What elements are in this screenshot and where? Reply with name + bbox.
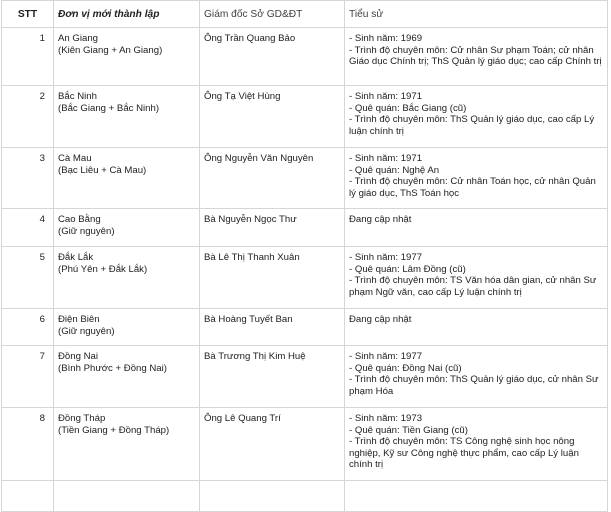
- bio-line: - Sinh năm: 1973: [349, 413, 423, 424]
- row-unit-empty: [54, 481, 200, 512]
- bio-line: - Trình độ chuyên môn: TS Văn hóa dân gian, cử nhân Sư phạm Ngữ văn, cao cấp Lý luận chính trị: [349, 275, 597, 298]
- unit-name: An Giang: [58, 33, 99, 44]
- unit-name: Đồng Nai: [58, 351, 98, 362]
- row-bio: [345, 209, 608, 247]
- row-bio: [345, 346, 608, 408]
- row-bio: [345, 309, 608, 346]
- bio-line: - Sinh năm: 1971: [349, 153, 423, 164]
- bio-line: - Trình độ chuyên môn: Cử nhân Sư phạm Toán; cử nhân Giáo dục Chính trị; ThS Quản lý giáo dục; cao cấp Chính trị: [349, 44, 602, 67]
- bio-line: - Sinh năm: 1977: [349, 351, 423, 362]
- unit-name: Đắk Lắk: [58, 252, 94, 263]
- bio-line: - Sinh năm: 1977: [349, 252, 423, 263]
- table-row: [2, 247, 608, 309]
- row-stt: 4: [2, 209, 54, 247]
- row-unit: [54, 408, 200, 481]
- unit-name: Cà Mau: [58, 153, 92, 164]
- row-bio: [345, 28, 608, 86]
- bio-line: - Quê quán: Nghệ An: [349, 164, 440, 176]
- bio-line: - Quê quán: Lâm Đồng (cũ): [349, 263, 466, 275]
- row-unit: [54, 247, 200, 309]
- row-stt-empty: [2, 481, 54, 512]
- row-stt: 1: [2, 28, 54, 86]
- unit-note: (Giữ nguyên): [58, 325, 115, 337]
- header-row: [2, 1, 608, 28]
- row-stt: 5: [2, 247, 54, 309]
- unit-note: (Giữ nguyên): [58, 225, 115, 237]
- row-bio: [345, 148, 608, 209]
- bio-line: - Trình độ chuyên môn: TS Công nghệ sinh học nông nghiệp, Kỹ sư Công nghệ thực phẩm, cao cấp Lý luận chính trị: [349, 436, 579, 470]
- row-stt: 8: [2, 408, 54, 481]
- row-director: Bà Lê Thị Thanh Xuân: [200, 247, 345, 309]
- row-director: Ông Trần Quang Bảo: [200, 28, 345, 86]
- table-row-partial: [2, 481, 608, 512]
- header-unit: Đơn vị mới thành lập: [54, 1, 200, 28]
- bio-line: - Quê quán: Bắc Giang (cũ): [349, 102, 467, 114]
- unit-note: (Bạc Liêu + Cà Mau): [58, 164, 147, 176]
- table-row: [2, 346, 608, 408]
- bio-line: - Quê quán: Đồng Nai (cũ): [349, 362, 462, 374]
- row-director: Bà Nguyễn Ngọc Thư: [200, 209, 345, 247]
- bio-line: - Quê quán: Tiền Giang (cũ): [349, 424, 468, 436]
- row-bio-empty: [345, 481, 608, 512]
- row-bio: [345, 247, 608, 309]
- row-unit: [54, 209, 200, 247]
- table-row: [2, 28, 608, 86]
- unit-note: (Kiên Giang + An Giang): [58, 44, 163, 56]
- row-unit: [54, 309, 200, 346]
- unit-name: Cao Bằng: [58, 214, 101, 225]
- table-row: [2, 309, 608, 346]
- bio-line: Đang cập nhật: [349, 314, 412, 325]
- row-director: Bà Hoàng Tuyết Ban: [200, 309, 345, 346]
- unit-note: (Bắc Giang + Bắc Ninh): [58, 102, 160, 114]
- bio-line: - Sinh năm: 1969: [349, 33, 423, 44]
- header-director: Giám đốc Sở GD&ĐT: [200, 1, 345, 28]
- header-stt: STT: [2, 1, 54, 28]
- unit-name: Đồng Tháp: [58, 413, 106, 424]
- unit-name: Điện Biên: [58, 314, 100, 325]
- row-director: Ông Nguyễn Văn Nguyên: [200, 148, 345, 209]
- row-bio: [345, 408, 608, 481]
- row-unit: [54, 148, 200, 209]
- table-row: [2, 148, 608, 209]
- row-bio: [345, 86, 608, 148]
- header-bio: Tiểu sử: [345, 1, 608, 28]
- row-director: Bà Trương Thị Kim Huệ: [200, 346, 345, 408]
- bio-line: - Trình độ chuyên môn: ThS Quản lý giáo dục, cao cấp Lý luận chính trị: [349, 114, 595, 137]
- row-director-empty: [200, 481, 345, 512]
- row-stt: 2: [2, 86, 54, 148]
- table-row: [2, 86, 608, 148]
- row-stt: 7: [2, 346, 54, 408]
- unit-note: (Phú Yên + Đắk Lắk): [58, 263, 148, 275]
- unit-note: (Tiền Giang + Đồng Tháp): [58, 424, 170, 436]
- bio-line: - Trình độ chuyên môn: ThS Quản lý giáo dục, cử nhân Sư phạm Hóa: [349, 374, 599, 397]
- row-director: Ông Tạ Việt Hùng: [200, 86, 345, 148]
- row-unit: [54, 346, 200, 408]
- row-unit: [54, 28, 200, 86]
- row-stt: 3: [2, 148, 54, 209]
- row-stt: 6: [2, 309, 54, 346]
- bio-line: - Sinh năm: 1971: [349, 91, 423, 102]
- unit-note: (Bình Phước + Đồng Nai): [58, 362, 167, 374]
- row-director: Ông Lê Quang Trí: [200, 408, 345, 481]
- bio-line: Đang cập nhật: [349, 214, 412, 225]
- unit-name: Bắc Ninh: [58, 91, 97, 102]
- director-table: [1, 0, 608, 512]
- row-unit: [54, 86, 200, 148]
- table-row: [2, 408, 608, 481]
- bio-line: - Trình độ chuyên môn: Cử nhân Toán học, cử nhân Quản lý giáo dục, ThS Toán học: [349, 176, 596, 199]
- table-row: [2, 209, 608, 247]
